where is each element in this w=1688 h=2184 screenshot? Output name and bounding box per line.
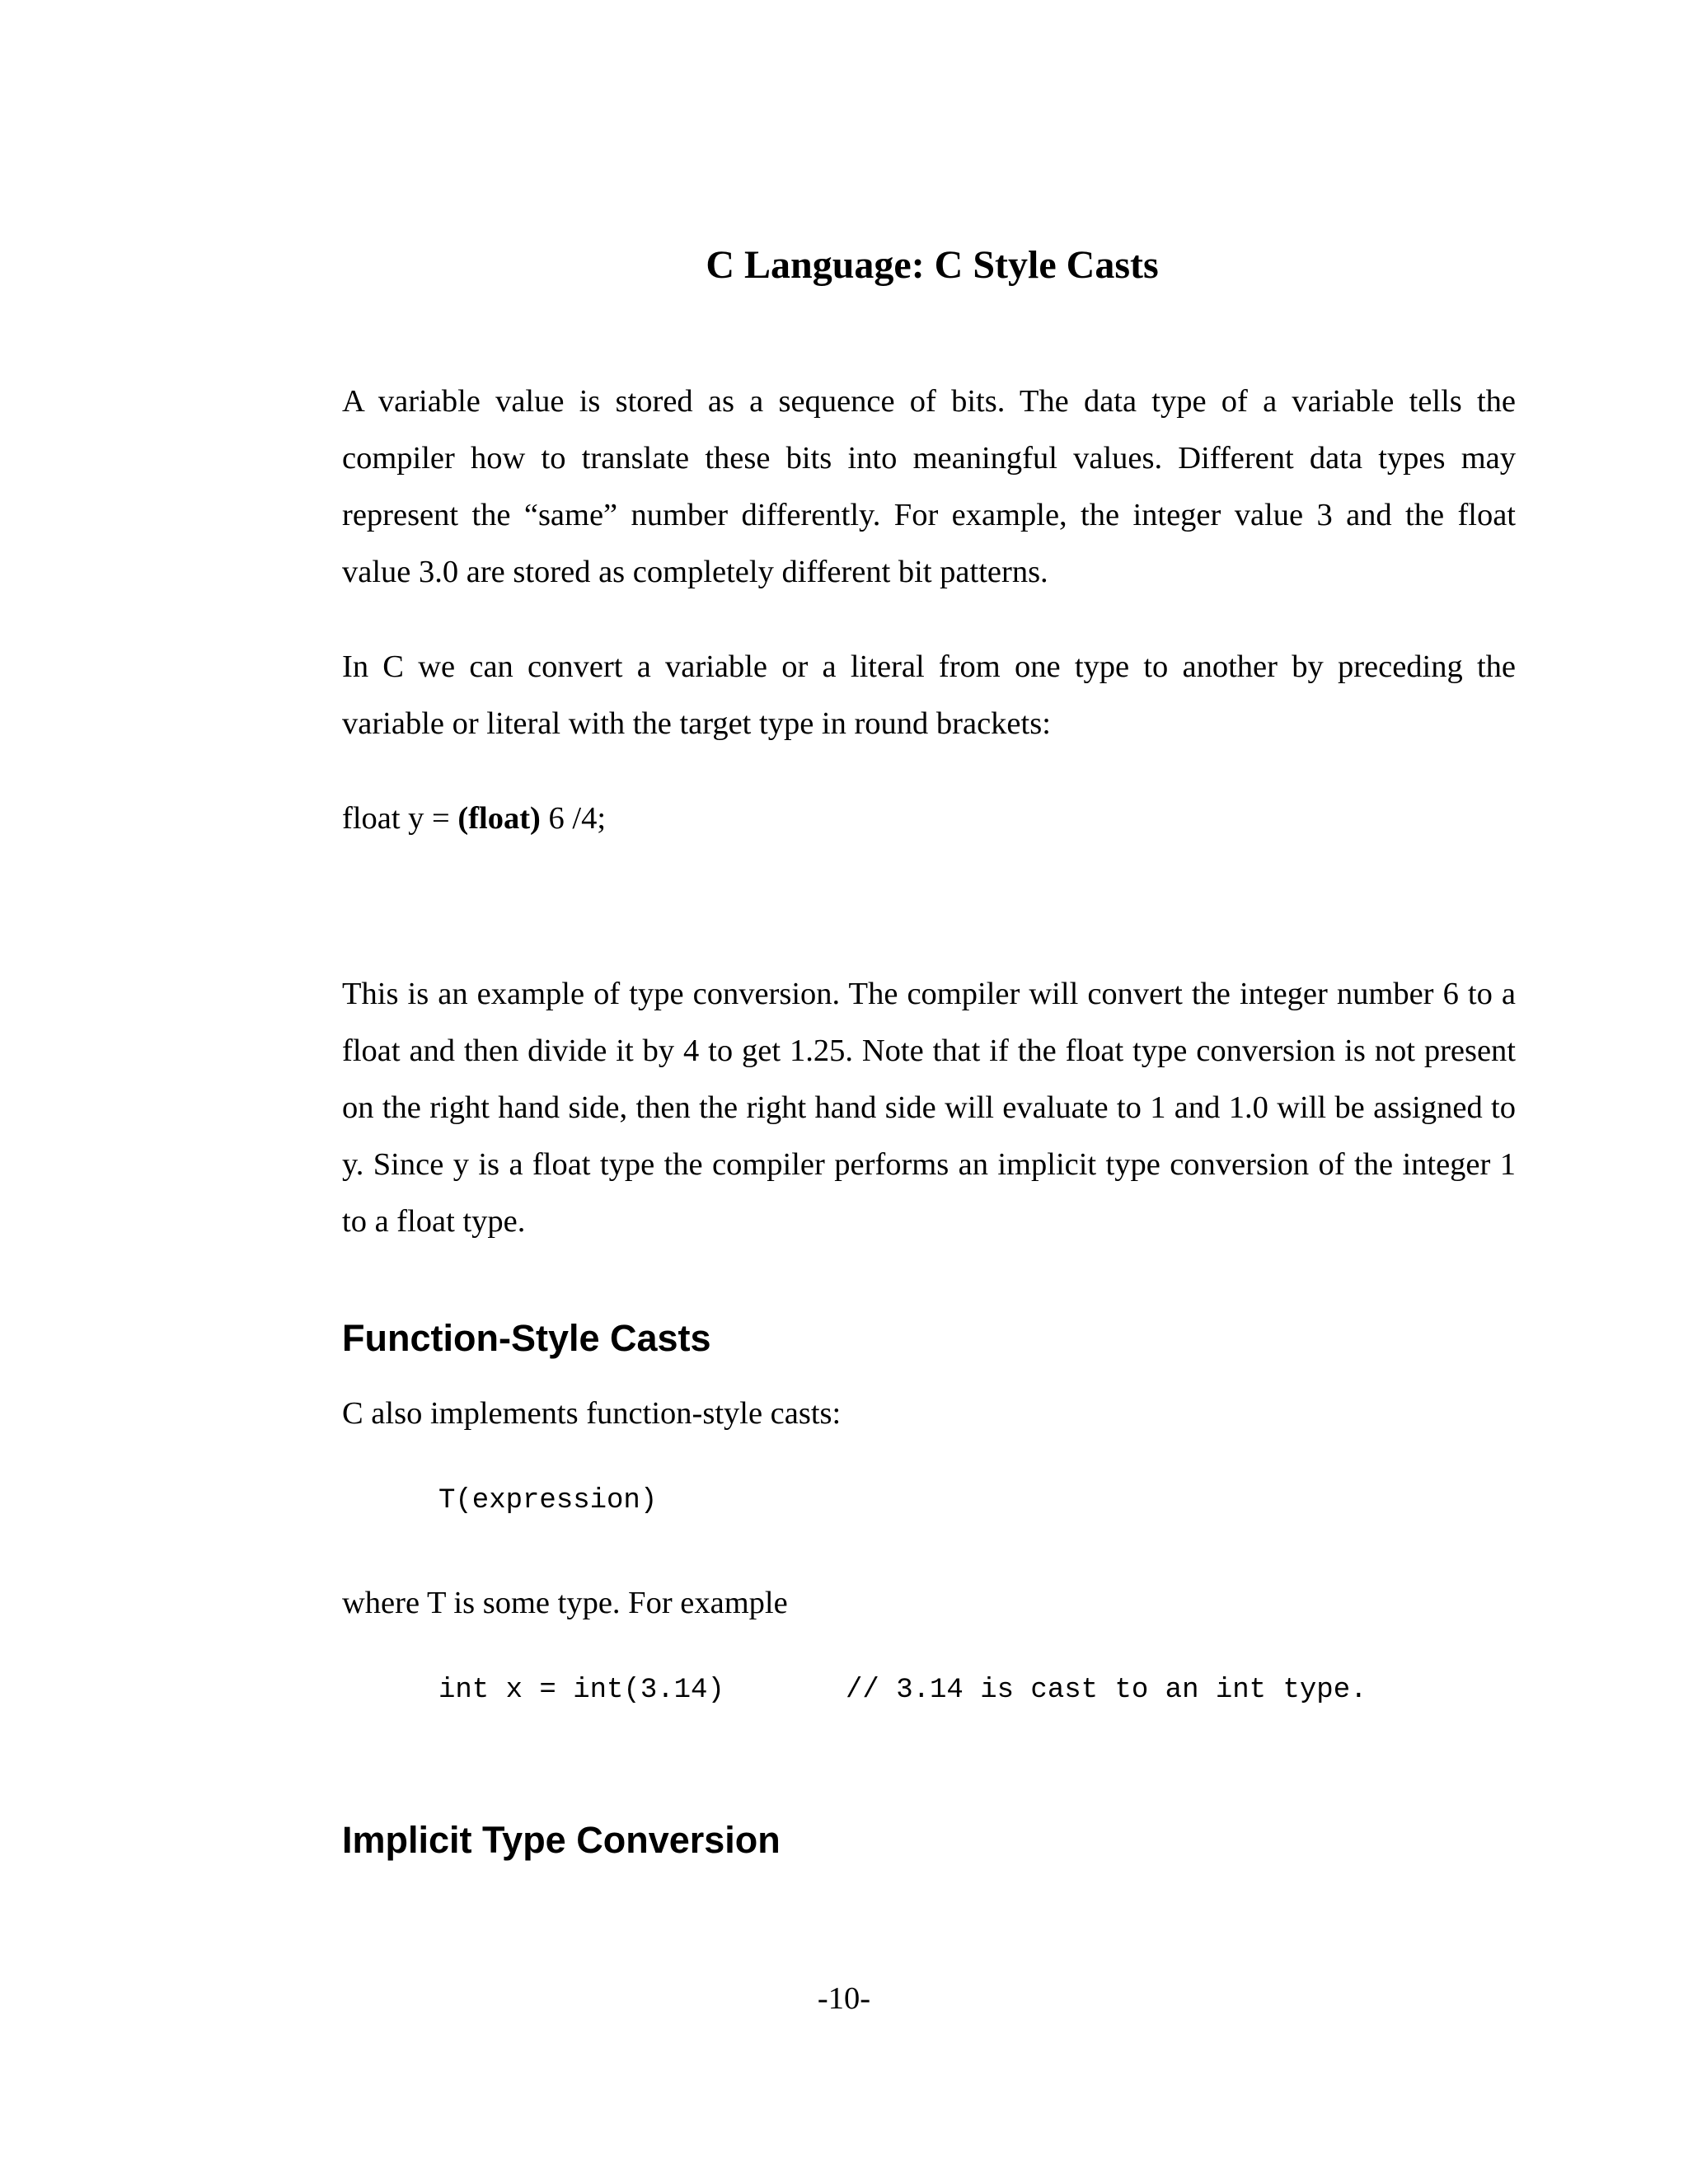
- cast-example-before: float y =: [342, 801, 458, 836]
- code-int-comment: // 3.14 is cast to an int type.: [846, 1675, 1367, 1706]
- paragraph-type-conversion: This is an example of type conversion. The compiler will convert the integer number 6 to a float and then divide it by 4 to get 1.25. Note that if the float type conversion is not present on the right hand side, then the right hand side will evaluate to 1 and 1.0 will be assigned to y. Since y is a float type the compiler performs an implicit type conversion of the integer 1 to a float type.: [342, 977, 1516, 1239]
- paragraph-where-t: where T is some type. For example: [342, 1586, 788, 1620]
- code-function-form: T(expression): [438, 1485, 658, 1516]
- paragraph-convert: In C we can convert a variable or a literal from one type to another by preceding the variable or literal with the target type in round brackets:: [342, 649, 1516, 741]
- cast-example-keyword: (float): [457, 801, 541, 836]
- cast-example-after: 6 /4;: [540, 801, 607, 836]
- page-title: C Language: C Style Casts: [706, 243, 1159, 287]
- paragraph-function-style: C also implements function-style casts:: [342, 1396, 842, 1431]
- page-number: -10-: [817, 1981, 871, 2016]
- cast-example-line: [342, 790, 1516, 847]
- code-int-example: int x = int(3.14): [438, 1675, 724, 1706]
- paragraph-bits: A variable value is stored as a sequence of bits. The data type of a variable tells the compiler how to translate these bits into meaningful values. Different data types may represent the “same” number differently. For example, the integer value 3 and the float value 3.0 are stored as completely different bit patterns.: [342, 384, 1516, 589]
- heading-implicit-type-conversion: Implicit Type Conversion: [342, 1819, 781, 1861]
- heading-function-style-casts: Function-Style Casts: [342, 1317, 711, 1359]
